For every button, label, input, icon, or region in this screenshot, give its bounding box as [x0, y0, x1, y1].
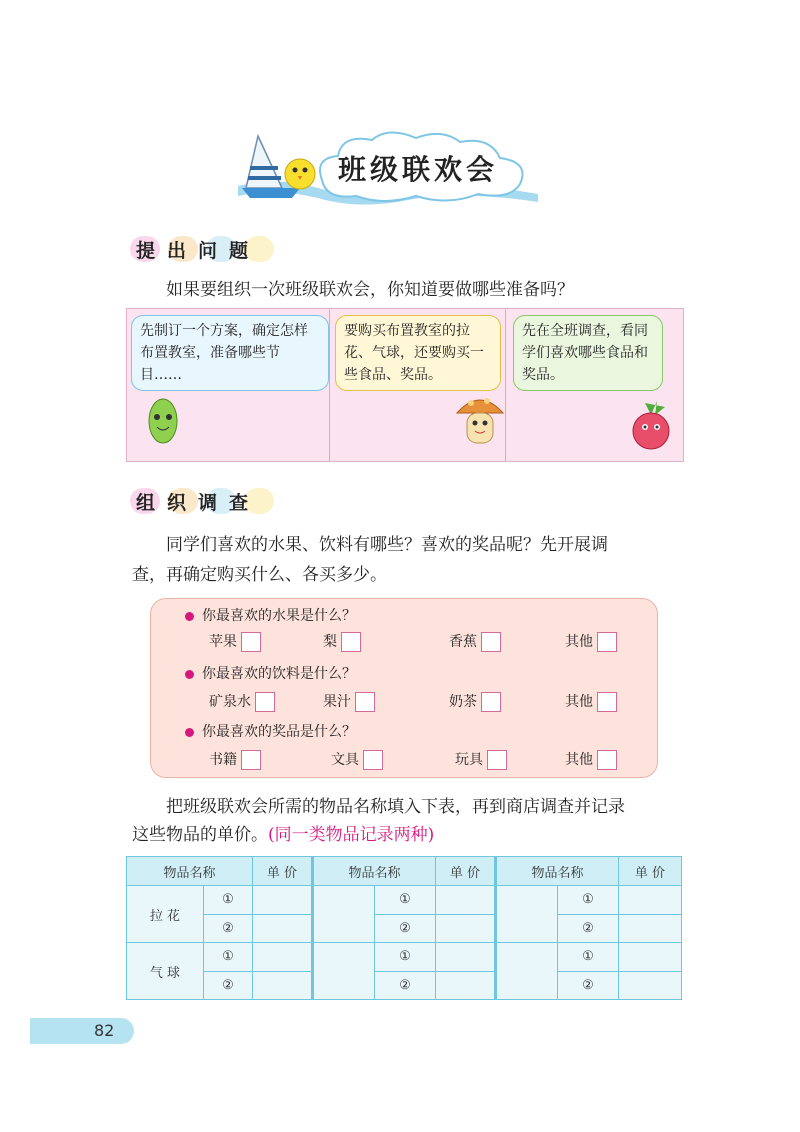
mark-cell: ① [558, 886, 619, 915]
price-table [126, 856, 682, 1000]
survey-text-line-1: 同学们喜欢的水果、饮料有哪些？喜欢的奖品呢？先开展调 [166, 535, 608, 555]
mark-cell: ① [204, 943, 253, 972]
mushroom-character-icon [453, 389, 507, 455]
price-cell[interactable] [253, 914, 313, 943]
question-2: 你最喜欢的饮料是什么？ [185, 663, 356, 683]
bullet-icon [185, 670, 194, 679]
mark-cell: ① [375, 943, 436, 972]
speech-bubble-2: 要购买布置教室的拉花、气球，还要购买一些食品、奖品。 [335, 315, 501, 391]
speech-bubble-3: 先在全班调查，看同学们喜欢哪些食品和奖品。 [513, 315, 663, 391]
option-prize-other: 其他 [565, 749, 617, 770]
mark-cell: ② [204, 971, 253, 1000]
mark-cell: ① [558, 943, 619, 972]
header-item-name: 物品名称 [313, 857, 436, 886]
checkbox[interactable] [355, 692, 375, 712]
price-cell[interactable] [436, 971, 496, 1000]
option-apple: 苹果 [209, 631, 261, 652]
item-cell[interactable] [313, 943, 375, 1000]
sail-decoration [246, 136, 282, 188]
bullet-icon [185, 612, 194, 621]
table-note: (同一类物品记录两种) [268, 825, 435, 845]
checkbox[interactable] [487, 750, 507, 770]
option-juice: 果汁 [323, 691, 375, 712]
header-unit-price: 单 价 [619, 857, 682, 886]
price-cell[interactable] [253, 971, 313, 1000]
header-item-name: 物品名称 [496, 857, 619, 886]
survey-text-line-2: 查，再确定购买什么、各买多少。 [132, 565, 387, 585]
price-cell[interactable] [436, 886, 496, 915]
corn-character-icon [139, 391, 189, 455]
survey-form [150, 598, 658, 778]
chick-mascot [285, 159, 315, 189]
checkbox[interactable] [597, 632, 617, 652]
checkbox[interactable] [341, 632, 361, 652]
option-milk-tea: 奶茶 [449, 691, 501, 712]
table-text-line-2: 这些物品的单价。(同一类物品记录两种) [132, 825, 435, 845]
checkbox[interactable] [597, 750, 617, 770]
price-cell[interactable] [619, 914, 682, 943]
intro-text: 如果要组织一次班级联欢会，你知道要做哪些准备吗？ [166, 280, 574, 300]
option-fruit-other: 其他 [565, 631, 617, 652]
speech-panel [126, 308, 684, 462]
price-cell[interactable] [436, 943, 496, 972]
section-header-survey: 组织调查 [136, 492, 261, 514]
page-number: 82 [94, 1021, 115, 1040]
item-cell[interactable] [313, 886, 375, 943]
section-header-problem: 提出问题 [136, 240, 261, 262]
checkbox[interactable] [481, 632, 501, 652]
option-books: 书籍 [209, 749, 261, 770]
option-banana: 香蕉 [449, 631, 501, 652]
price-cell[interactable] [619, 943, 682, 972]
checkbox[interactable] [241, 750, 261, 770]
mark-cell: ② [558, 971, 619, 1000]
item-cell: 拉 花 [127, 886, 204, 943]
question-3: 你最喜欢的奖品是什么？ [185, 721, 356, 741]
mark-cell: ① [375, 886, 436, 915]
mark-cell: ② [375, 914, 436, 943]
mark-cell: ① [204, 886, 253, 915]
option-drink-other: 其他 [565, 691, 617, 712]
item-cell[interactable] [496, 886, 558, 943]
table-text-line-1: 把班级联欢会所需的物品名称填入下表，再到商店调查并记录 [166, 797, 625, 817]
item-cell: 气 球 [127, 943, 204, 1000]
price-cell[interactable] [619, 886, 682, 915]
checkbox[interactable] [241, 632, 261, 652]
header-unit-price: 单 价 [253, 857, 313, 886]
page-number-tab [30, 1018, 134, 1044]
option-stationery: 文具 [331, 749, 383, 770]
price-cell[interactable] [436, 914, 496, 943]
checkbox[interactable] [481, 692, 501, 712]
option-pear: 梨 [323, 631, 361, 652]
item-cell[interactable] [496, 943, 558, 1000]
checkbox[interactable] [363, 750, 383, 770]
bullet-icon [185, 728, 194, 737]
header-item-name: 物品名称 [127, 857, 253, 886]
checkbox[interactable] [597, 692, 617, 712]
option-water: 矿泉水 [209, 691, 275, 712]
mark-cell: ② [204, 914, 253, 943]
price-cell[interactable] [619, 971, 682, 1000]
price-cell[interactable] [253, 886, 313, 915]
checkbox[interactable] [255, 692, 275, 712]
option-toys: 玩具 [455, 749, 507, 770]
mark-cell: ② [558, 914, 619, 943]
price-cell[interactable] [253, 943, 313, 972]
page-title: 班级联欢会 [338, 153, 499, 186]
speech-bubble-1: 先制订一个方案，确定怎样布置教室，准备哪些节目…… [131, 315, 329, 391]
header-unit-price: 单 价 [436, 857, 496, 886]
mark-cell: ② [375, 971, 436, 1000]
radish-character-icon [627, 397, 675, 453]
question-1: 你最喜欢的水果是什么？ [185, 605, 356, 625]
